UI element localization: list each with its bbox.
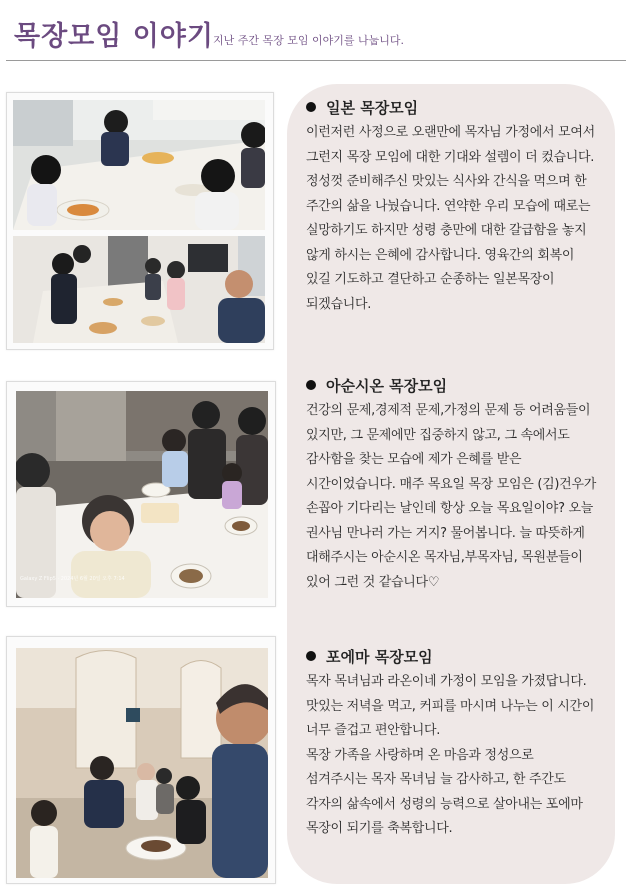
photo-japan-dinner-table-image	[13, 100, 265, 230]
photo-timestamp-caption: Galaxy Z Flip5 · 2024년 6월 20일 오후 7:14	[20, 576, 125, 582]
section-paragraph: 목자 목녀님과 라온이네 가정이 모임을 가졌답니다.	[306, 674, 587, 689]
section-paragraph: 목장 가족을 사랑하며 온 마음과 정성으로 섬겨주시는 목자 목녀님 늘 감사하고, 한 주간도 각자의 삶속에서 성령의 능력으로 살아내는 포에마 목장이 되기를 축복합니다.	[306, 747, 583, 836]
bullet-icon	[306, 380, 316, 390]
section-body	[306, 399, 596, 595]
photo-asuncion-group	[16, 391, 268, 598]
section-heading	[306, 374, 596, 396]
bullet-icon	[306, 102, 316, 112]
photo-poema-group	[16, 648, 268, 878]
section-heading-text: 포에마 목장모임	[326, 647, 433, 666]
section-heading-text: 일본 목장모임	[326, 98, 419, 117]
section-poema	[306, 645, 596, 842]
section-asuncion	[306, 374, 596, 595]
section-body	[306, 670, 596, 842]
photo-japan-group	[13, 236, 265, 343]
section-paragraph: 이런저런 사정으로 오랜만에 목자님 가정에서 모여서 그런지 목장 모임에 대한 기대와 설렘이 더 컸습니다. 정성껏 준비해주신 맛있는 식사와 간식을 먹으며 한 주간의 삶을 나눴습니다. 연약한 우리 모습에 때로는 실망하기도 하지만 성령 충만에 대한 갈급함을 놓지 않게 하시는 은혜에 감사합니다. 영육간의 회복이 있길 기도하고 결단하고 순종하는 일본목장이 되겠습니다.	[306, 125, 595, 312]
page-header	[0, 0, 636, 62]
section-paragraph: 맛있는 저녁을 먹고, 커피를 마시며 나누는 이 시간이 너무 즐겁고 편안합니다.	[306, 698, 595, 738]
page-title: 목장모임 이야기	[14, 21, 214, 52]
section-heading	[306, 96, 596, 118]
photo-japan-group-image	[13, 236, 265, 343]
section-paragraph: 건강의 문제,경제적 문제,가정의 문제 등 어려움들이 있지만, 그 문제에만 집중하지 않고, 그 속에서도 감사함을 찾는 모습에 제가 은혜를 받은 시간이었습니다. 매주 목요일 목장 모임은 (김)건우가 손꼽아 기다리는 날인데 항상 오늘 목요일이야? 오늘 권사님 만나러 가는 거지? 물어봅니다. 늘 따뜻하게 대해주시는 아순시온 목자님,부목자님, 목원분들이 있어 그런 것 같습니다♡	[306, 403, 596, 590]
section-japan	[306, 96, 596, 317]
photo-asuncion-group-image	[16, 391, 268, 598]
section-body	[306, 121, 596, 317]
section-heading-text: 아순시온 목장모임	[326, 376, 448, 395]
photo-poema-group-image	[16, 648, 268, 878]
page-subtitle: 지난 주간 목장 모임 이야기를 나눕니다.	[213, 34, 404, 47]
header-divider	[6, 60, 626, 61]
section-heading	[306, 645, 596, 667]
bullet-icon	[306, 651, 316, 661]
photo-japan-dinner-table	[13, 100, 265, 230]
